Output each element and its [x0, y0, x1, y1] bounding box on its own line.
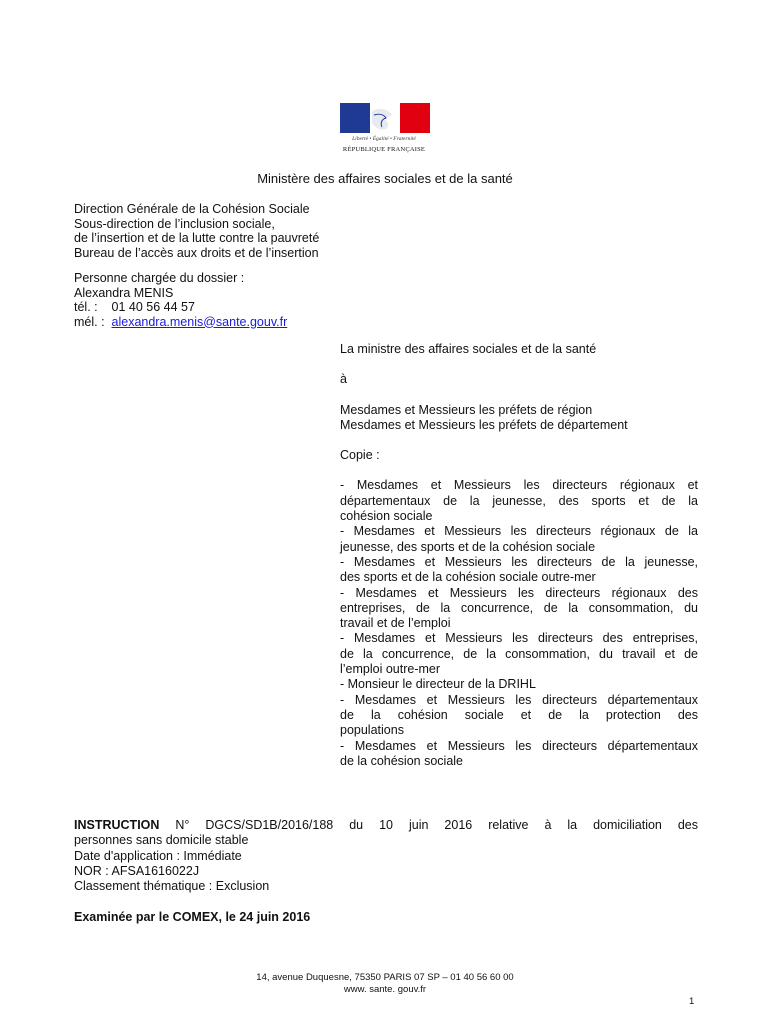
- copy-recipient-line: cohésion sociale: [340, 509, 433, 524]
- copy-recipient-line: - Mesdames et Messieurs les directeurs régionaux de la: [340, 524, 698, 539]
- instruction-subject: personnes sans domicile stable: [74, 833, 249, 848]
- marianne-profile-icon: [370, 103, 400, 133]
- copy-list: [340, 478, 698, 769]
- page-footer: [0, 972, 770, 996]
- to-line: à: [340, 372, 347, 387]
- copy-recipient-line: des sports et de la cohésion sociale outre-mer: [340, 570, 596, 585]
- copy-recipient-line: l’emploi outre-mer: [340, 662, 441, 677]
- direction-line: Sous-direction de l’inclusion sociale,: [74, 216, 275, 231]
- copy-recipient-line: de la cohésion sociale et de la protection des: [340, 707, 698, 722]
- ministry-heading: Ministère des affaires sociales et de la santé: [257, 171, 513, 186]
- copy-recipient-line: - Monsieur le directeur de la DRIHL: [340, 677, 536, 692]
- copy-recipient-line: - Mesdames et Messieurs les directeurs départementaux: [340, 738, 698, 753]
- phone-label: tél. :: [74, 300, 98, 314]
- instruction-block: [74, 818, 698, 894]
- flag-blue-band: [340, 103, 370, 133]
- instruction-reference: N° DGCS/SD1B/2016/188 du 10 juin 2016 relative à la domiciliation des: [175, 818, 698, 832]
- copy-recipient-line: populations: [340, 723, 404, 738]
- republique-francaise-logo: [337, 103, 431, 157]
- nor-reference: NOR : AFSA1616022J: [74, 863, 200, 878]
- marianne-flag-icon: [340, 103, 430, 133]
- copy-recipient-line: entreprises, de la concurrence, de la consommation, du: [340, 600, 698, 615]
- direction-line: de l’insertion et de la lutte contre la pauvreté: [74, 231, 320, 245]
- email-link[interactable]: alexandra.menis@sante.gouv.fr: [111, 314, 288, 329]
- contact-name: Alexandra MENIS: [74, 285, 174, 300]
- application-date: Date d'application : Immédiate: [74, 848, 242, 863]
- instruction-title-line: [74, 818, 698, 833]
- copy-recipient-line: - Mesdames et Messieurs les directeurs de la jeunesse,: [340, 554, 698, 569]
- thematic-classification: Classement thématique : Exclusion: [74, 879, 270, 894]
- phone-number: 01 40 56 44 57: [111, 300, 195, 314]
- prefects-line: Mesdames et Messieurs les préfets de département: [340, 417, 628, 432]
- copy-recipient-line: travail et de l’emploi: [340, 616, 451, 631]
- direction-line: Bureau de l’accès aux droits et de l’insertion: [74, 245, 319, 260]
- contact-phone-row: [74, 300, 287, 315]
- copy-recipient-line: jeunesse, des sports et de la cohésion sociale: [340, 539, 596, 554]
- copy-recipient-line: - Mesdames et Messieurs les directeurs départementaux: [340, 692, 698, 707]
- copy-recipient-line: de la cohésion sociale: [340, 753, 463, 768]
- logo-republic-text: RÉPUBLIQUE FRANÇAISE: [342, 146, 426, 153]
- contact-heading: Personne chargée du dossier :: [74, 271, 245, 285]
- recipients-block: [340, 342, 698, 769]
- logo-motto: Liberté • Égalité • Fraternité: [352, 136, 416, 142]
- comex-review-line: Examinée par le COMEX, le 24 juin 2016: [74, 910, 311, 924]
- footer-address: 14, avenue Duquesne, 75350 PARIS 07 SP – 01 40 56 60 00: [256, 972, 514, 983]
- copy-recipient-line: de la concurrence, de la consommation, du travail et de: [340, 646, 698, 661]
- email-label: mél. :: [74, 314, 105, 329]
- instruction-keyword: INSTRUCTION: [74, 818, 160, 832]
- copy-recipient-line: - Mesdames et Messieurs les directeurs des entreprises,: [340, 631, 698, 646]
- flag-red-band: [400, 103, 430, 133]
- flag-white-band: [370, 103, 400, 133]
- contact-block: [74, 271, 287, 329]
- copy-label: Copie :: [340, 448, 380, 463]
- footer-website: www. sante. gouv.fr: [343, 984, 427, 995]
- copy-recipient-line: - Mesdames et Messieurs les directeurs régionaux et: [340, 478, 698, 493]
- direction-block: [74, 202, 319, 260]
- page-number: 1: [689, 996, 695, 1007]
- contact-email-row: [74, 315, 287, 330]
- prefects-line: Mesdames et Messieurs les préfets de région: [340, 402, 593, 417]
- sender-line: La ministre des affaires sociales et de la santé: [340, 342, 597, 356]
- copy-recipient-line: - Mesdames et Messieurs les directeurs régionaux des: [340, 585, 698, 600]
- copy-recipient-line: départementaux de la jeunesse, des sports et de la: [340, 493, 698, 508]
- direction-line: Direction Générale de la Cohésion Sociale: [74, 202, 310, 216]
